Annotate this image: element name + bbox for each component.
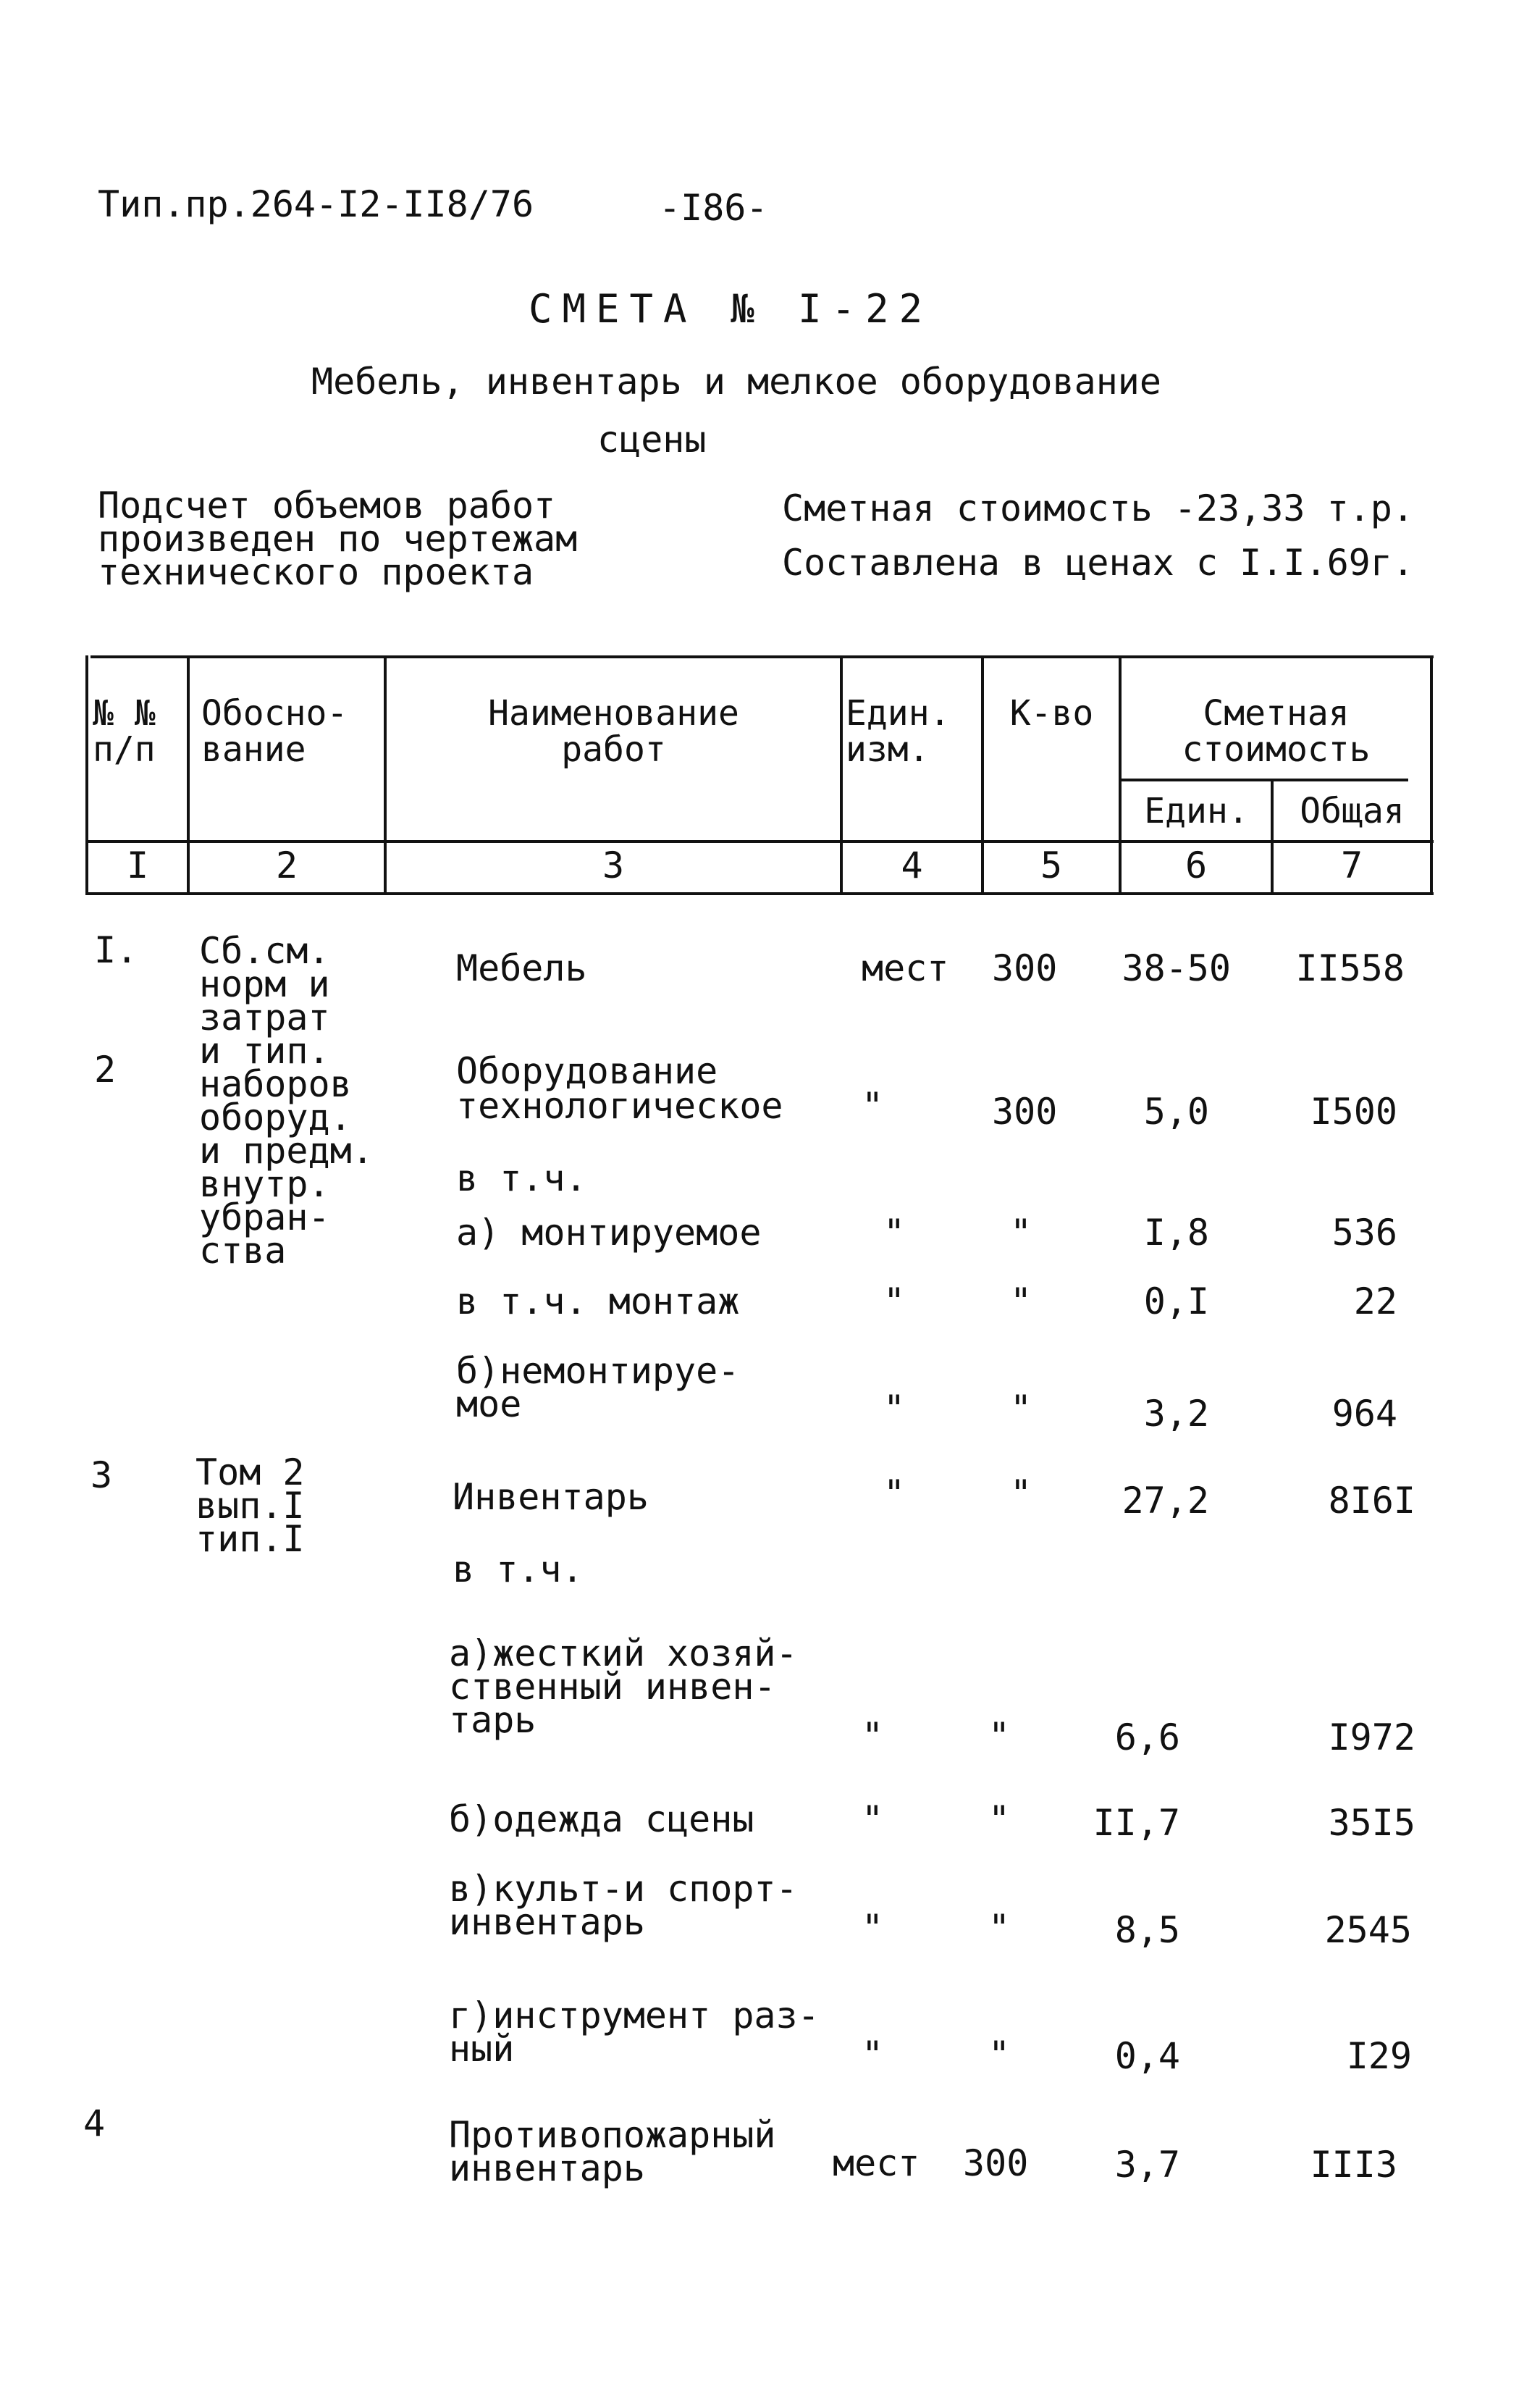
column-number: 7 — [1340, 844, 1363, 886]
unit-cost: II,7 — [1093, 1802, 1180, 1844]
unit: " — [862, 1798, 884, 1840]
work-name: в т.ч. монтаж — [456, 1280, 740, 1322]
calculation-note: Подсчет объемов работ произведен по чертежам технического проекта — [98, 485, 578, 593]
work-name: Инвентарь — [453, 1476, 649, 1518]
total-cost: I500 — [1310, 1091, 1397, 1133]
total-cost: I29 — [1346, 2035, 1412, 2077]
estimate-subject-continued: сцены — [597, 419, 707, 461]
work-name: б)немонтируе- мое — [456, 1350, 740, 1425]
unit: " — [883, 1388, 906, 1430]
unit-cost: 3,2 — [1143, 1393, 1209, 1435]
row-number: 3 — [91, 1454, 113, 1496]
header-row-number: № № п/п — [93, 693, 156, 770]
column-number: 3 — [602, 844, 625, 886]
quantity: " — [988, 1907, 1011, 1949]
unit-cost: 0,4 — [1114, 2035, 1180, 2077]
estimated-cost: Сметная стоимость -23,33 т.р. — [782, 487, 1414, 529]
cost-subheader-line — [1119, 779, 1408, 781]
header-basis: Обосно- вание — [201, 693, 348, 770]
page-number: -I86- — [659, 187, 768, 229]
quantity: 300 — [992, 1091, 1058, 1133]
work-name: б)одежда сцены — [449, 1798, 754, 1840]
header-unit: Един. изм. — [846, 693, 951, 770]
estimate-subject: Мебель, инвентарь и мелкое оборудование — [311, 361, 1161, 403]
basis-note: Сб.см. норм и затрат и тип. наборов оборуд. и предм. внутр. убран- ства — [199, 930, 374, 1272]
unit: " — [862, 1715, 884, 1757]
total-cost: II558 — [1295, 947, 1405, 989]
work-name: а) монтируемое — [456, 1212, 762, 1254]
unit: " — [862, 2034, 884, 2076]
unit: " — [883, 1280, 906, 1322]
work-name: Мебель — [456, 947, 587, 989]
column-numbers-bottom-line — [85, 892, 1434, 895]
unit: мест — [862, 947, 949, 989]
work-name: а)жесткий хозяй- ственный инвен- тарь — [449, 1632, 798, 1741]
unit-cost: 38-50 — [1122, 947, 1231, 989]
quantity: " — [1010, 1472, 1032, 1514]
row-number: 4 — [83, 2102, 106, 2144]
column-number: 2 — [275, 844, 298, 886]
total-cost: 22 — [1353, 1280, 1397, 1322]
unit-cost: 6,6 — [1114, 1716, 1180, 1758]
column-number: 6 — [1185, 844, 1208, 886]
quantity: " — [988, 1715, 1011, 1757]
total-cost: I972 — [1328, 1716, 1415, 1758]
total-cost: 536 — [1331, 1212, 1397, 1254]
header-unit-cost: Един. — [1144, 791, 1249, 831]
unit-cost: I,8 — [1143, 1212, 1209, 1254]
quantity: " — [988, 1798, 1011, 1840]
including-label: в т.ч. — [453, 1548, 584, 1590]
total-cost: 35I5 — [1328, 1802, 1415, 1844]
unit: мест — [833, 2142, 920, 2184]
quantity: " — [1010, 1212, 1032, 1254]
total-cost: 8I6I — [1328, 1480, 1415, 1522]
table-top-border — [91, 655, 1434, 658]
unit: " — [862, 1085, 884, 1127]
header-work-name: Наименование работ — [488, 693, 739, 770]
work-name: Противопожарный инвентарь — [449, 2114, 776, 2189]
unit-cost: 0,I — [1143, 1280, 1209, 1322]
unit-cost: 27,2 — [1122, 1480, 1209, 1522]
column-number: 5 — [1040, 844, 1063, 886]
work-name: г)инструмент раз- ный — [449, 1995, 820, 2070]
header-quantity: К-во — [1009, 693, 1094, 734]
quantity: 300 — [963, 2142, 1029, 2184]
quantity: 300 — [992, 947, 1058, 989]
basis-note: Том 2 вып.I тип.I — [195, 1451, 305, 1560]
table-right-border — [1430, 655, 1433, 894]
row-number: I. — [94, 929, 138, 971]
work-name: в)культ-и спорт- инвентарь — [449, 1868, 798, 1943]
total-cost: III3 — [1310, 2144, 1397, 2186]
column-number: I — [126, 844, 149, 886]
quantity: " — [1010, 1280, 1032, 1322]
header-estimated-cost: Сметная стоимость — [1182, 693, 1371, 770]
row-number: 2 — [94, 1049, 117, 1091]
document-reference: Тип.пр.264-I2-II8/76 — [98, 183, 534, 225]
unit-cost: 5,0 — [1143, 1091, 1209, 1133]
quantity: " — [1010, 1388, 1032, 1430]
total-cost: 2545 — [1324, 1909, 1412, 1951]
unit-cost: 8,5 — [1114, 1909, 1180, 1951]
unit: " — [883, 1472, 906, 1514]
column-number: 4 — [901, 844, 923, 886]
header-bottom-line — [85, 840, 1434, 843]
unit-cost: 3,7 — [1114, 2144, 1180, 2186]
unit: " — [862, 1907, 884, 1949]
price-basis: Составлена в ценах с I.I.69г. — [782, 542, 1414, 584]
work-name: Оборудование технологическое — [456, 1050, 783, 1127]
quantity: " — [988, 2034, 1011, 2076]
estimate-title: СМЕТА № I-22 — [529, 286, 933, 332]
unit: " — [883, 1212, 906, 1254]
total-cost: 964 — [1331, 1393, 1397, 1435]
including-label: в т.ч. — [456, 1157, 587, 1199]
header-total-cost: Общая — [1300, 791, 1405, 831]
